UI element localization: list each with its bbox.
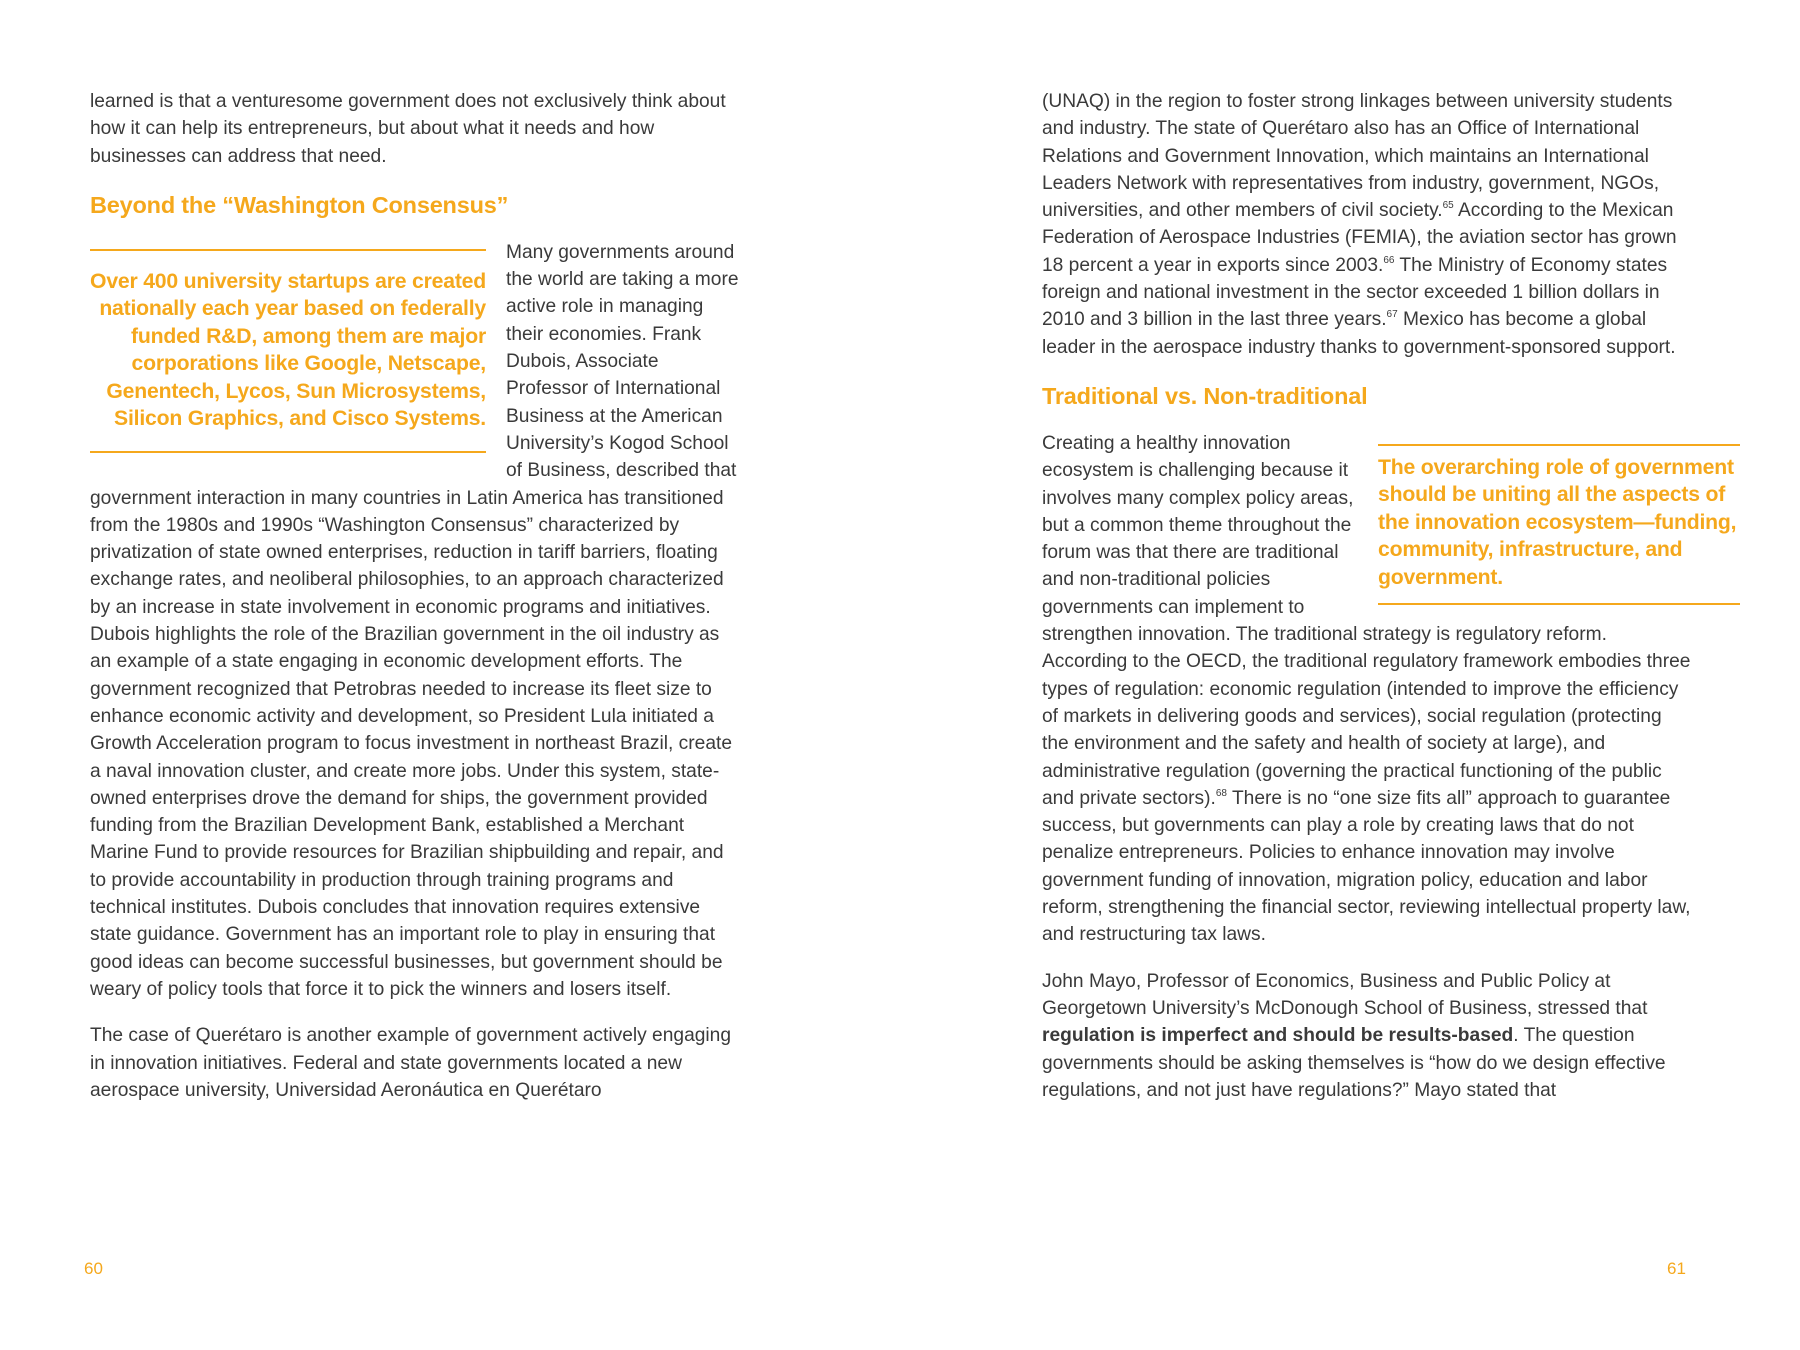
body-text: The Ministry of Economy states foreign and national investment in the sector exceeded 1 billion dollars in 2010 and 3 billion in the last three years. [1042, 254, 1668, 331]
body-text: Many governments around the world are taking a more active role in managing their economies. Frank Dubois, Associate Professor of International Business at the American University’s Kogod School of Business, described that government interaction in many countries in Latin America has transitioned from the 1980s and 1990s “Washington Consensus” characterized by privatization of state owned enterprises, reduction in tariff barriers, floating exchange rates, and neoliberal philosophies, to an approach characterized by an increase in state involvement in economic programs and initiatives. Dubois highlights the role of the Brazilian government in the oil industry as an example of a state engaging in economic development efforts. The government recognized that Petrobras needed to increase its fleet size to enhance economic activity and development, so President Lula initiated a Growth Acceleration program to focus investment in northeast Brazil, create a naval innovation cluster, and create more jobs. Under this system, state-owned enterprises drove the demand for ships, the government provided funding from the Brazilian Development Bank, established a Merchant Marine Fund to provide resources for Brazilian shipbuilding and repair, and to provide accountability in production through training programs and technical institutes. Dubois concludes that innovation requires extensive state guidance. Government has an important role to play in ensuring that good ideas can become successful businesses, but government should be weary of policy tools that force it to pick the winners and losers itself. [90, 241, 739, 1000]
pull-quote-overarching-role: The overarching role of government should be uniting all the aspects of the innovation ecosystem—funding, community, infrastructure, and government. [1378, 444, 1740, 606]
left-column [90, 88, 740, 1104]
right-page [900, 0, 1800, 1350]
footnote-ref-68: 68 [1215, 787, 1227, 799]
body-text: (UNAQ) in the region to foster strong linkages between university students and industry. The state of Querétaro also has an Office of International Relations and Government Innovation, which maintains an International Leaders Network with representatives from industry, government, NGOs, universities, and other members of civil society. [1042, 91, 1673, 222]
footnote-ref-65: 65 [1442, 200, 1454, 212]
bold-emphasis: regulation is imperfect and should be results-based [1042, 1025, 1514, 1047]
section-heading-washington-consensus: Beyond the “Washington Consensus” [90, 191, 509, 218]
body-paragraph-mayo [1042, 968, 1692, 1104]
body-text: There is no “one size fits all” approach to guarantee success, but governments can play a role by creating laws that do not penalize entrepreneurs. Policies to enhance innovation may involve government funding of innovation, migration policy, education and labor reform, strengthening the financial sector, reviewing intellectual property law, and restructuring tax laws. [1042, 787, 1691, 946]
section-heading-traditional: Traditional vs. Non-traditional [1042, 382, 1368, 409]
body-text: . The question governments should be asking themselves is “how do we design effective regulations, and not just have regulations?” Mayo stated that [1042, 1025, 1666, 1101]
body-paragraph-regulation [1042, 430, 1737, 949]
body-paragraph-dubois [90, 239, 740, 1003]
page-number-right: 61 [1667, 1259, 1686, 1278]
intro-paragraph: learned is that a venturesome government does not exclusively think about how it can help its entrepreneurs, but about what it needs and how businesses can address that need. [90, 91, 726, 167]
body-text: Mexico has become a global leader in the aerospace industry thanks to government-sponsored support. [1042, 309, 1676, 358]
pull-quote-university-startups: Over 400 university startups are created nationally each year based on federally funded R&D, among them are major corporations like Google, Netscape, Genentech, Lycos, Sun Microsystems, Silicon Graphics, and Cisco Systems. [90, 249, 486, 453]
continued-paragraph-unaq [1042, 88, 1692, 361]
body-text: According to the Mexican Federation of Aerospace Industries (FEMIA), the aviation sector has grown 18 percent a year in exports since 2003. [1042, 200, 1677, 276]
footnote-ref-67: 67 [1386, 309, 1398, 321]
body-text: John Mayo, Professor of Economics, Business and Public Policy at Georgetown University’s McDonough School of Business, stressed that [1042, 970, 1648, 1019]
body-paragraph-queretaro: The case of Querétaro is another example of government actively engaging in innovation initiatives. Federal and state governments located a new aerospace university, Universidad Aeronáutica en Querétaro [90, 1025, 732, 1101]
page-number-left: 60 [84, 1259, 103, 1278]
body-text: Creating a healthy innovation ecosystem is challenging because it involves many complex policy areas, but a common theme throughout the forum was that there are traditional and non-traditional policies governments can implement to strengthen innovation. The traditional strategy is regulatory reform. According to the OECD, the traditional regulatory framework embodies three types of regulation: economic regulation (intended to improve the efficiency of markets in delivering goods and services), social regulation (protecting the environment and the safety and health of society at large), and administrative regulation (governing the practical functioning of the public and private sectors). [1042, 432, 1691, 809]
right-column [1042, 88, 1737, 1104]
footnote-ref-66: 66 [1383, 254, 1395, 266]
